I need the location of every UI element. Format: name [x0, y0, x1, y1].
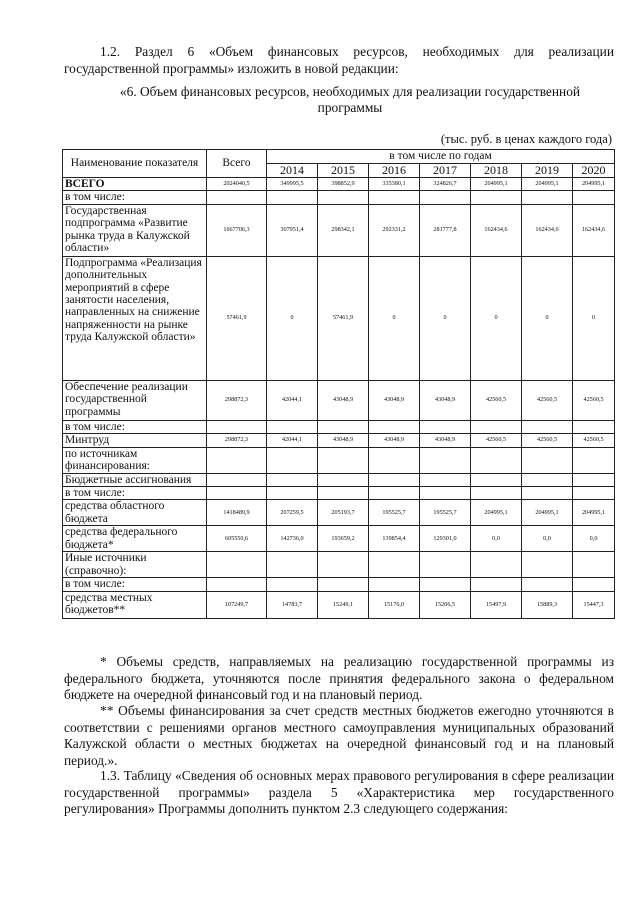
table-row [63, 447, 615, 473]
row-label: в том числе: [63, 578, 207, 591]
row-value-2014 [267, 447, 318, 473]
row-value-2019: 204995,1 [522, 500, 573, 526]
row-value-2014: 42044,1 [267, 434, 318, 447]
row-value-2019 [522, 487, 573, 500]
header-year-2016: 2016 [369, 164, 420, 178]
row-value-2016 [369, 552, 420, 578]
row-value-2017 [420, 447, 471, 473]
header-name: Наименование показателя [63, 150, 207, 178]
row-value-2015 [318, 487, 369, 500]
row-label: Бюджетные ассигнования [63, 473, 207, 486]
row-value-2017 [420, 552, 471, 578]
row-value-2017: 129301,0 [420, 526, 471, 552]
row-total [207, 473, 267, 486]
row-value-2019: 162434,6 [522, 204, 573, 256]
row-value-2018: 204995,1 [471, 500, 522, 526]
row-value-2014 [267, 473, 318, 486]
row-total [207, 578, 267, 591]
financial-resources-table [62, 149, 615, 619]
row-value-2015 [318, 191, 369, 204]
footnote-federal: * Объемы средств, направляемых на реализацию государственной программы из федерального бюджета, уточняются после принятия федерального закона о федеральном бюджете на очередной финансовый год и на плановый период. [64, 654, 614, 702]
header-year-2015: 2015 [318, 164, 369, 178]
table-row [63, 204, 615, 256]
table-row [63, 256, 615, 380]
row-value-2020: 42560,5 [573, 434, 615, 447]
row-value-2014: 42044,1 [267, 380, 318, 420]
row-label: Минтруд [63, 434, 207, 447]
row-value-2014 [267, 191, 318, 204]
row-label: в том числе: [63, 420, 207, 433]
row-total: 1418489,9 [207, 500, 267, 526]
header-year-2019: 2019 [522, 164, 573, 178]
row-value-2014 [267, 552, 318, 578]
row-value-2016: 0 [369, 256, 420, 380]
row-value-2019 [522, 191, 573, 204]
row-value-2020: 204995,1 [573, 178, 615, 191]
row-value-2015 [318, 473, 369, 486]
row-total: 298872,3 [207, 434, 267, 447]
row-value-2019: 42560,5 [522, 434, 573, 447]
row-total: 298872,3 [207, 380, 267, 420]
row-value-2015: 43048,9 [318, 380, 369, 420]
row-value-2016 [369, 191, 420, 204]
row-value-2016: 292331,2 [369, 204, 420, 256]
row-value-2015 [318, 420, 369, 433]
row-total: 605550,6 [207, 526, 267, 552]
table-row [63, 500, 615, 526]
row-value-2016 [369, 420, 420, 433]
row-total: 107249,7 [207, 591, 267, 618]
table-row [63, 191, 615, 204]
row-value-2019 [522, 552, 573, 578]
row-value-2017: 43048,9 [420, 380, 471, 420]
row-value-2020 [573, 191, 615, 204]
table-row [63, 473, 615, 486]
row-value-2018: 162434,6 [471, 204, 522, 256]
row-value-2017 [420, 191, 471, 204]
row-value-2018: 0,0 [471, 526, 522, 552]
row-value-2020: 15447,3 [573, 591, 615, 618]
row-value-2020 [573, 420, 615, 433]
header-total: Всего [207, 150, 267, 178]
row-total [207, 420, 267, 433]
table-row [63, 591, 615, 618]
row-value-2019 [522, 473, 573, 486]
row-value-2014 [267, 420, 318, 433]
section-heading: «6. Объем финансовых ресурсов, необходимых для реализации государственной программы [119, 84, 581, 115]
row-value-2015: 398852,9 [318, 178, 369, 191]
row-value-2020 [573, 447, 615, 473]
table-row [63, 178, 615, 191]
row-value-2020: 204995,1 [573, 500, 615, 526]
row-value-2020: 162434,6 [573, 204, 615, 256]
row-value-2015 [318, 578, 369, 591]
row-value-2016 [369, 487, 420, 500]
row-value-2017 [420, 420, 471, 433]
row-label: ВСЕГО [63, 178, 207, 191]
row-value-2020 [573, 578, 615, 591]
row-label: средства федерального бюджета* [63, 526, 207, 552]
item-1-3-paragraph: 1.3. Таблицу «Сведения об основных мерах правового регулирования в сфере реализации государственной программы» раздела 5 «Характеристика мер государственного регулирования» Программы дополнить пунктом 2.3 следующего содержания: [64, 768, 614, 816]
row-value-2018 [471, 420, 522, 433]
row-value-2017: 0 [420, 256, 471, 380]
row-value-2018 [471, 487, 522, 500]
row-label: в том числе: [63, 487, 207, 500]
row-total: 57461,9 [207, 256, 267, 380]
row-value-2014: 307951,4 [267, 204, 318, 256]
header-year-2020: 2020 [573, 164, 615, 178]
header-year-2017: 2017 [420, 164, 471, 178]
table-row [63, 578, 615, 591]
row-value-2015: 298342,1 [318, 204, 369, 256]
row-value-2015: 205193,7 [318, 500, 369, 526]
row-label: по источникам финансирования: [63, 447, 207, 473]
row-value-2019: 0,0 [522, 526, 573, 552]
row-value-2016: 43048,9 [369, 434, 420, 447]
units-note: (тыс. руб. в ценах каждого года) [440, 132, 612, 146]
row-value-2014: 0 [267, 256, 318, 380]
row-value-2019 [522, 447, 573, 473]
row-value-2014: 142736,0 [267, 526, 318, 552]
row-value-2015: 15249,1 [318, 591, 369, 618]
row-value-2014: 207259,5 [267, 500, 318, 526]
row-value-2019 [522, 420, 573, 433]
row-value-2014 [267, 578, 318, 591]
table-row [63, 380, 615, 420]
row-value-2019: 0 [522, 256, 573, 380]
row-value-2016 [369, 447, 420, 473]
row-value-2020: 0,0 [573, 526, 615, 552]
row-value-2014 [267, 487, 318, 500]
row-value-2014: 349995,5 [267, 178, 318, 191]
row-label: в том числе: [63, 191, 207, 204]
row-value-2020: 42560,5 [573, 380, 615, 420]
row-value-2018: 15497,9 [471, 591, 522, 618]
row-value-2015: 43048,9 [318, 434, 369, 447]
table-row [63, 552, 615, 578]
row-value-2020 [573, 487, 615, 500]
table-row [63, 420, 615, 433]
row-value-2017: 195525,7 [420, 500, 471, 526]
row-value-2015: 57461,9 [318, 256, 369, 380]
row-value-2020: 0 [573, 256, 615, 380]
row-label: средства местных бюджетов** [63, 591, 207, 618]
row-value-2016: 15176,0 [369, 591, 420, 618]
row-value-2017: 43048,9 [420, 434, 471, 447]
row-value-2016 [369, 578, 420, 591]
row-label: средства областного бюджета [63, 500, 207, 526]
row-total [207, 191, 267, 204]
row-value-2018: 0 [471, 256, 522, 380]
row-total [207, 552, 267, 578]
row-value-2020 [573, 552, 615, 578]
row-value-2015 [318, 552, 369, 578]
row-value-2016: 335380,1 [369, 178, 420, 191]
row-value-2016 [369, 473, 420, 486]
header-years-group: в том числе по годам [267, 150, 615, 164]
row-value-2017: 281777,8 [420, 204, 471, 256]
row-value-2017 [420, 487, 471, 500]
row-value-2016: 139854,4 [369, 526, 420, 552]
row-total: 2024040,5 [207, 178, 267, 191]
row-total: 1667706,3 [207, 204, 267, 256]
row-value-2018 [471, 447, 522, 473]
row-value-2017: 324826,7 [420, 178, 471, 191]
row-total [207, 447, 267, 473]
row-value-2018 [471, 473, 522, 486]
row-value-2016: 43048,9 [369, 380, 420, 420]
row-value-2017 [420, 578, 471, 591]
row-label: Иные источники (справочно): [63, 552, 207, 578]
row-value-2017 [420, 473, 471, 486]
row-value-2017: 15206,5 [420, 591, 471, 618]
intro-paragraph: 1.2. Раздел 6 «Объем финансовых ресурсов, необходимых для реализации государственной программы» изложить в новой редакции: [64, 44, 614, 76]
row-value-2018 [471, 578, 522, 591]
row-value-2014: 14783,7 [267, 591, 318, 618]
row-value-2019 [522, 578, 573, 591]
header-year-2014: 2014 [267, 164, 318, 178]
row-value-2019: 204995,1 [522, 178, 573, 191]
row-value-2015: 193659,2 [318, 526, 369, 552]
table-row [63, 434, 615, 447]
row-value-2019: 42560,5 [522, 380, 573, 420]
row-total [207, 487, 267, 500]
row-label: Обеспечение реализации государственной программы [63, 380, 207, 420]
row-value-2018: 204995,1 [471, 178, 522, 191]
row-value-2016: 195525,7 [369, 500, 420, 526]
table-row [63, 487, 615, 500]
row-value-2015 [318, 447, 369, 473]
header-year-2018: 2018 [471, 164, 522, 178]
row-value-2018 [471, 191, 522, 204]
row-label: Государственная подпрограмма «Развитие рынка труда в Калужской области» [63, 204, 207, 256]
row-value-2018: 42560,5 [471, 434, 522, 447]
row-value-2018: 42560,5 [471, 380, 522, 420]
row-value-2020 [573, 473, 615, 486]
row-label: Подпрограмма «Реализация дополнительных мероприятий в сфере занятости населения, направленных на снижение напряженности на рынке труда Калужской области» [63, 256, 207, 380]
row-value-2019: 15889,3 [522, 591, 573, 618]
row-value-2018 [471, 552, 522, 578]
footnote-local: ** Объемы финансирования за счет средств местных бюджетов ежегодно уточняются в соответствии с решениями органов местного самоуправления муниципальных образований Калужской области о местных бюджетах на очередной финансовый год и на плановый период.». [64, 703, 614, 768]
table-row [63, 526, 615, 552]
